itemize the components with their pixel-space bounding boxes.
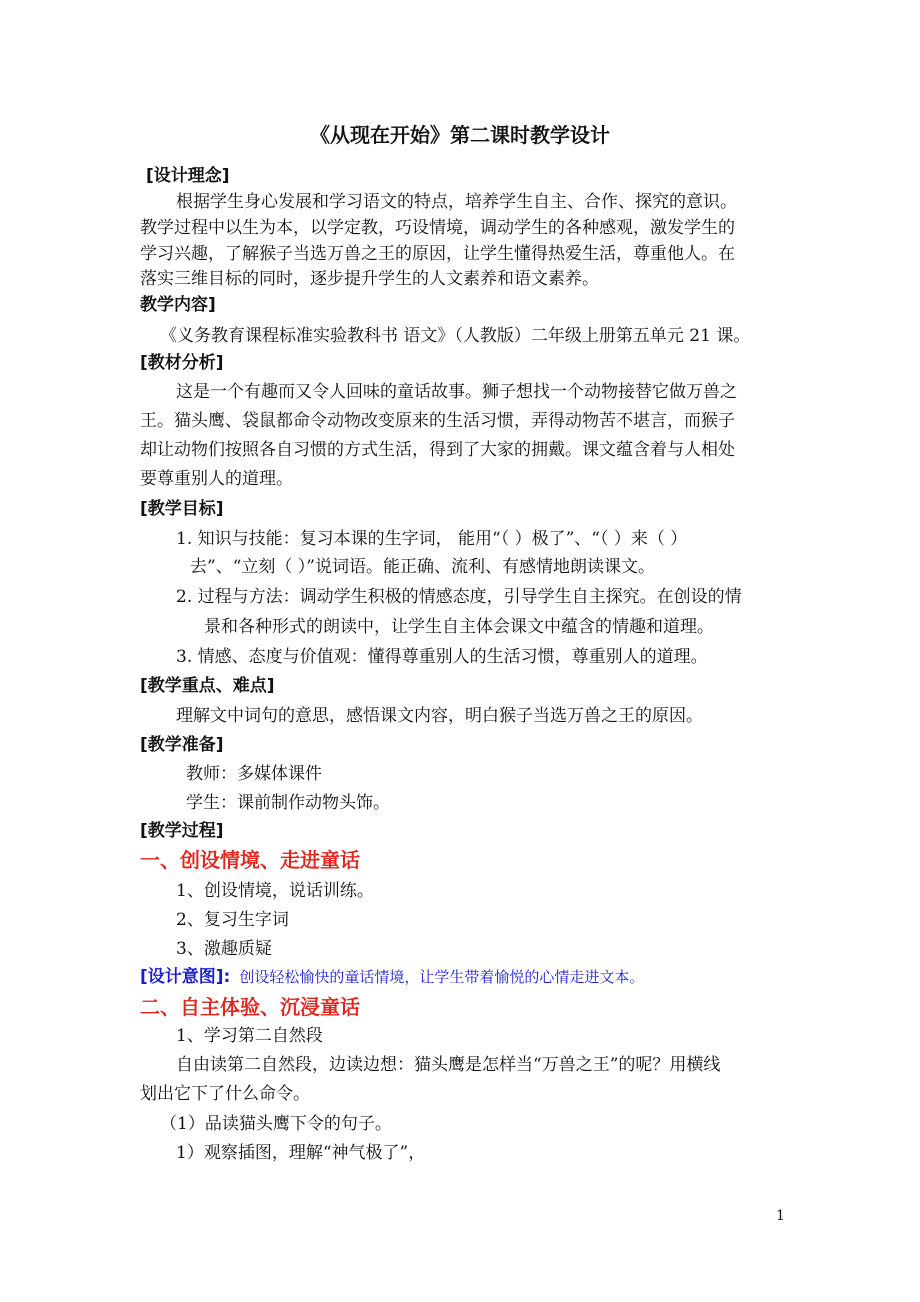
design-intent-text: 创设轻松愉快的童话情境，让学生带着愉悦的心情走进文本。 xyxy=(230,968,645,986)
design-concept-line: 学习兴趣，了解猴子当选万兽之王的原因，让学生懂得热爱生活，尊重他人。在 xyxy=(140,244,735,264)
page-number: 1 xyxy=(776,1208,785,1224)
design-concept-line: 落实三维目标的同时，逐步提升学生的人文素养和语文素养。 xyxy=(140,269,599,289)
part2-line: 划出它下了什么命令。 xyxy=(140,1084,310,1104)
document-title: 《从现在开始》第二课时教学设计 xyxy=(310,123,610,147)
design-intent-label: [设计意图]: xyxy=(140,967,231,987)
part1-item: 1、创设情境，说话训练。 xyxy=(176,881,374,901)
goals-line: 3. 情感、态度与价值观：懂得尊重别人的生活习惯，尊重别人的道理。 xyxy=(176,647,708,667)
process-heading: [教学过程] xyxy=(140,821,224,841)
part1-heading: 一、创设情境、走进童话 xyxy=(140,848,360,872)
design-concept-heading: [设计理念] xyxy=(146,166,230,186)
preparation-line: 教师：多媒体课件 xyxy=(186,764,322,784)
analysis-line: 这是一个有趣而又令人回味的童话故事。狮子想找一个动物接替它做万兽之 xyxy=(176,382,737,402)
part2-line: 1）观察插图，理解“神气极了”， xyxy=(176,1143,426,1163)
preparation-heading: [教学准备] xyxy=(140,735,224,755)
analysis-line: 王。猫头鹰、袋鼠都命令动物改变原来的生活习惯，弄得动物苦不堪言，而猴子 xyxy=(140,411,735,431)
design-concept-line: 教学过程中以生为本，以学定教，巧设情境，调动学生的各种感观，激发学生的 xyxy=(140,218,735,238)
part2-heading: 二、自主体验、沉浸童话 xyxy=(140,995,360,1019)
part2-line: 自由读第二自然段，边读边想：猫头鹰是怎样当“万兽之王”的呢？用横线 xyxy=(176,1055,721,1075)
design-intent-note xyxy=(140,966,644,988)
content-line: 《义务教育课程标准实验教科书 语文》（人教版）二年级上册第五单元 21 课。 xyxy=(160,326,751,346)
key-points-line: 理解文中词句的意思，感悟课文内容，明白猴子当选万兽之王的原因。 xyxy=(176,706,703,726)
goals-line: 2. 过程与方法：调动学生积极的情感态度，引导学生自主探究。在创设的情 xyxy=(176,587,742,607)
analysis-heading: [教材分析] xyxy=(140,353,224,373)
preparation-line: 学生：课前制作动物头饰。 xyxy=(186,793,390,813)
content-heading: 教学内容] xyxy=(140,295,216,315)
analysis-line: 却让动物们按照各自习惯的方式生活，得到了大家的拥戴。课文蕴含着与人相处 xyxy=(140,440,735,460)
part2-line: （1）品读猫头鹰下令的句子。 xyxy=(160,1114,392,1134)
analysis-line: 要尊重别人的道理。 xyxy=(140,469,293,489)
goals-line: 景和各种形式的朗读中，让学生自主体会课文中蕴含的情趣和道理。 xyxy=(204,617,714,637)
goals-heading: [教学目标] xyxy=(140,499,224,519)
part1-item: 3、激趣质疑 xyxy=(176,939,272,959)
part1-item: 2、复习生字词 xyxy=(176,910,289,930)
part2-line: 1、学习第二自然段 xyxy=(176,1026,323,1046)
goals-line: 去”、“立刻（ ）”说词语。能正确、流利、有感情地朗读课文。 xyxy=(190,557,655,577)
goals-line: 1. 知识与技能：复习本课的生字词， 能用“（ ）极了”、“（ ）来（ ） xyxy=(176,529,688,549)
key-points-heading: [教学重点、难点] xyxy=(140,676,275,696)
design-concept-line: 根据学生身心发展和学习语文的特点，培养学生自主、合作、探究的意识。 xyxy=(176,192,737,212)
